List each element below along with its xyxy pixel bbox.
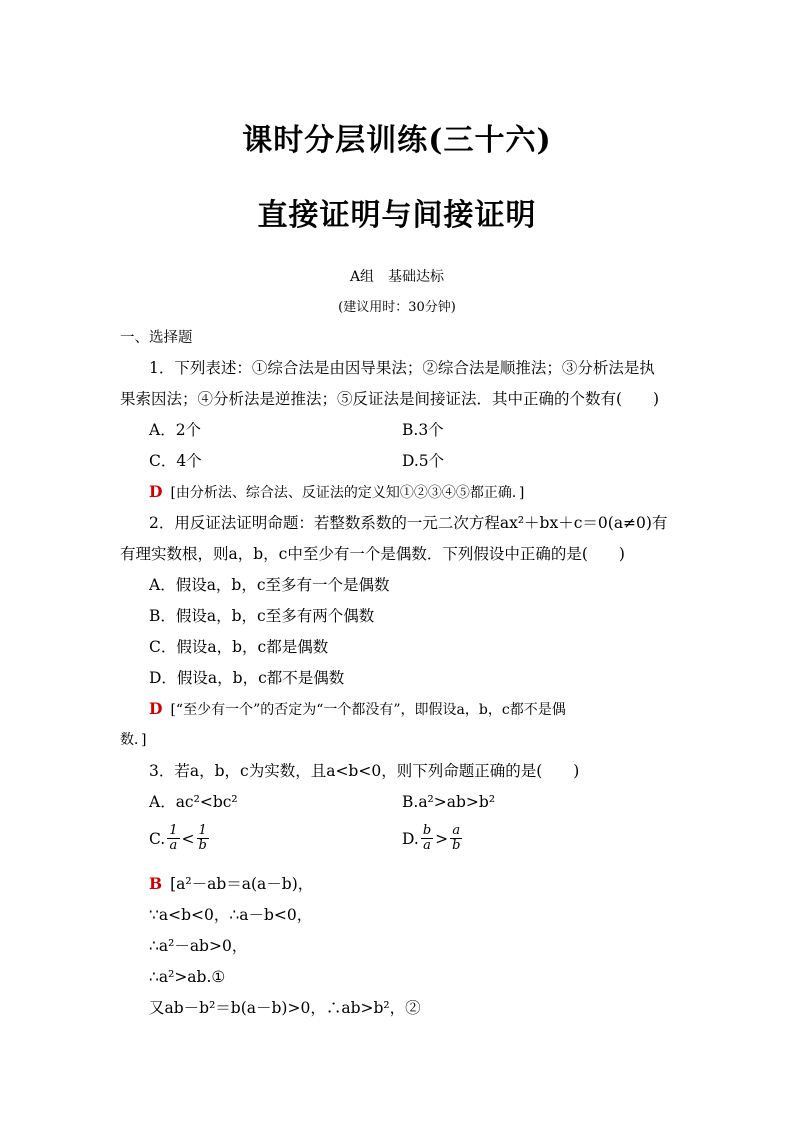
q3-option-d-fraction-right bbox=[450, 824, 462, 853]
fraction-numerator: a bbox=[452, 823, 461, 838]
q3-solution-step5: 又ab－b²＝b(a－b)>0，∴ab>b²，② bbox=[149, 999, 421, 1017]
q2-stem-line1: 2．用反证法证明命题：若整数系数的一元二次方程ax²＋bx＋c＝0(a≠0)有 bbox=[149, 514, 668, 532]
q3-solution-step1: [a²－ab＝a(a－b)， bbox=[170, 875, 314, 893]
q3-option-c-operator: < bbox=[181, 829, 195, 848]
q3-option-d-operator: > bbox=[435, 829, 449, 848]
q2-answer bbox=[149, 699, 566, 720]
q1-answer bbox=[149, 482, 524, 503]
fraction-denominator: b bbox=[198, 838, 207, 853]
page-title: 课时分层训练(三十六) bbox=[242, 123, 552, 158]
q3-solution-step3: ∴a²－ab>0， bbox=[149, 937, 248, 955]
q2-option-c: C．假设a，b，c都是偶数 bbox=[149, 638, 329, 656]
q2-stem-line2: 有理实数根，则a，b，c中至少有一个是偶数．下列假设中正确的是( ) bbox=[120, 545, 625, 563]
q2-option-d: D．假设a，b，c都不是偶数 bbox=[149, 669, 345, 687]
q1-stem-line2: 果索因法；④分析法是逆推法；⑤反证法是间接证法．其中正确的个数有( ) bbox=[120, 390, 660, 408]
q1-stem-line1: 1．下列表述：①综合法是由因导果法；②综合法是顺推法；③分析法是执 bbox=[149, 359, 655, 377]
page-subtitle: 直接证明与间接证明 bbox=[257, 198, 537, 233]
q2-explanation-line2: 数．] bbox=[120, 732, 147, 748]
q1-option-d: D.5个 bbox=[402, 452, 445, 470]
q3-answer-letter: B bbox=[149, 874, 163, 893]
q3-answer bbox=[149, 874, 313, 894]
q3-option-a: A．ac²<bc² bbox=[149, 793, 238, 811]
q3-option-c-fraction-right bbox=[197, 824, 209, 853]
q2-option-a: A．假设a，b，c至多有一个是偶数 bbox=[149, 576, 390, 594]
fraction-denominator: a bbox=[169, 838, 178, 853]
q3-option-d-fraction-left bbox=[421, 824, 433, 853]
q2-option-b: B．假设a，b，c至多有两个偶数 bbox=[149, 607, 375, 625]
fraction-numerator: b bbox=[422, 823, 432, 838]
q3-option-c-fraction-left bbox=[167, 824, 179, 853]
q3-stem: 3．若a，b，c为实数，且a<b<0，则下列命题正确的是( ) bbox=[149, 762, 580, 780]
q1-explanation: [由分析法、综合法、反证法的定义知①②③④⑤都正确．] bbox=[170, 485, 525, 501]
q2-answer-letter: D bbox=[149, 699, 163, 718]
group-label: A组 基础达标 bbox=[349, 269, 445, 285]
fraction-denominator: b bbox=[452, 838, 461, 853]
fraction-denominator: a bbox=[423, 838, 431, 853]
q3-option-c bbox=[149, 824, 210, 853]
q3-option-b: B.a²>ab>b² bbox=[402, 793, 496, 811]
time-hint: (建议用时：30分钟) bbox=[338, 300, 456, 315]
q1-option-b: B.3个 bbox=[402, 421, 444, 439]
section-heading: 一、选择题 bbox=[120, 330, 193, 346]
fraction-numerator: 1 bbox=[198, 823, 207, 838]
q3-option-d-label: D. bbox=[402, 829, 419, 848]
q1-answer-letter: D bbox=[149, 482, 163, 501]
q3-option-d bbox=[402, 824, 463, 853]
q1-option-a: A．2个 bbox=[149, 421, 202, 439]
q2-explanation-line1: [“至少有一个”的否定为“一个都没有”，即假设a，b，c都不是偶 bbox=[170, 702, 566, 718]
q1-option-c: C．4个 bbox=[149, 452, 202, 470]
q3-option-c-label: C. bbox=[149, 829, 166, 848]
fraction-numerator: 1 bbox=[169, 823, 178, 838]
q3-solution-step2: ∵a<b<0，∴a－b<0， bbox=[149, 906, 313, 924]
q3-solution-step4: ∴a²>ab.① bbox=[149, 968, 226, 986]
